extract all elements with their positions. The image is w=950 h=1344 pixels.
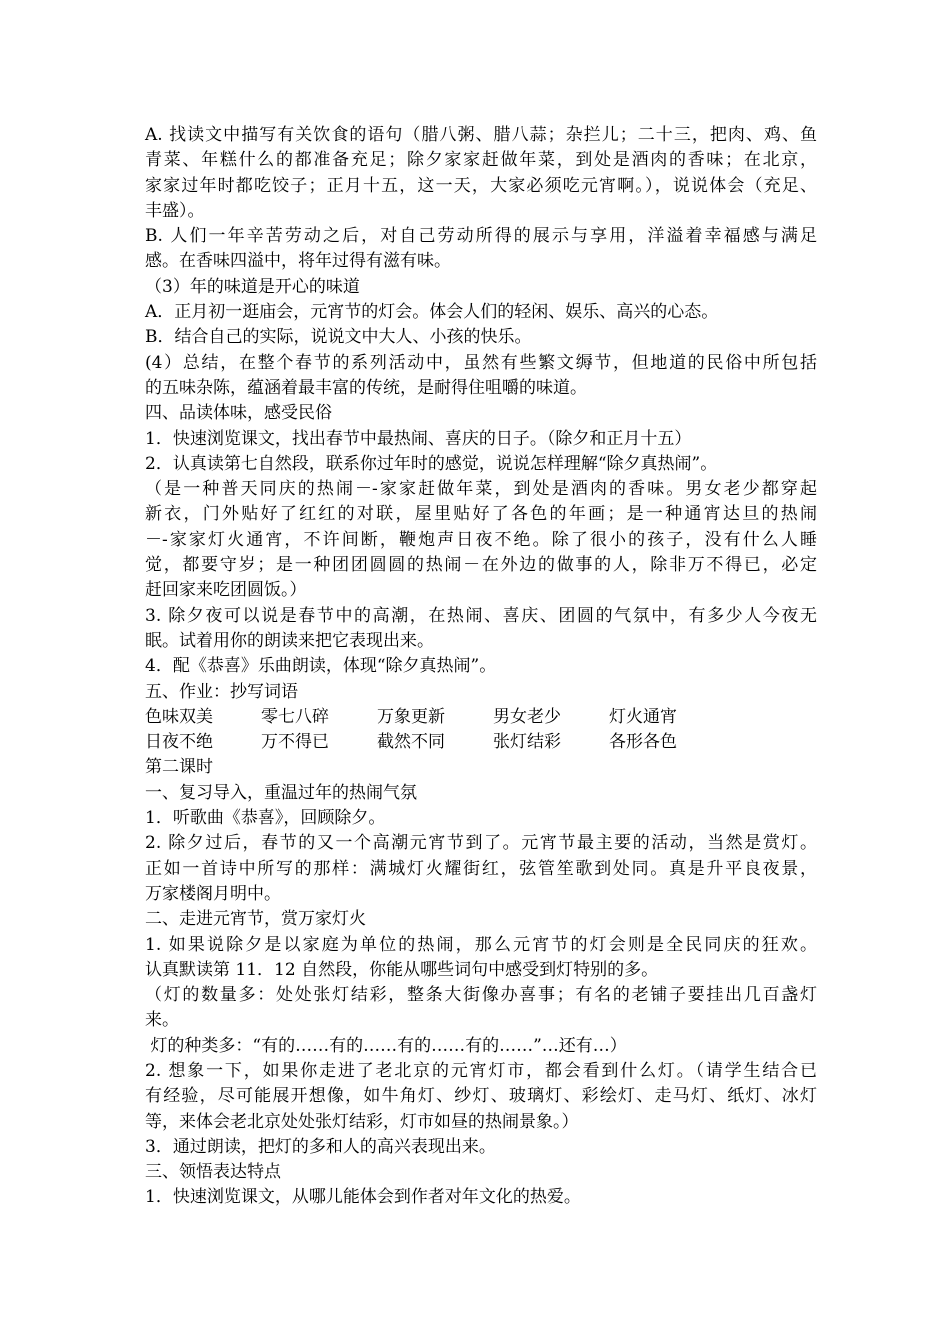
word-item: 万象更新 (377, 706, 445, 727)
text-line: A．正月初一逛庙会，元宵节的灯会。体会人们的轻闲、娱乐、高兴的心态。 (145, 302, 719, 323)
text-line: 感。在香味四溢中，将年过得有滋有味。 (145, 251, 451, 272)
text-line: 2．认真读第七自然段，联系你过年时的感觉，说说怎样理解“除夕真热闹”。 (145, 453, 718, 474)
text-line: 赶回家来吃团圆饭。） (145, 580, 307, 601)
text-line: 丰盛）。 (145, 200, 205, 221)
text-line: 来。 (145, 1010, 179, 1031)
text-line: （是一种普天同庆的热闹－-家家赶做年菜，到处是酒肉的香味。男女老少都穿起 (145, 479, 817, 500)
text-line: 家家过年时都吃饺子；正月十五，这一天，大家必须吃元宵啊。），说说体会（充足、 (145, 175, 817, 196)
word-item: 零七八碎 (261, 706, 329, 727)
text-line: 眠。试着用你的朗读来把它表现出来。 (145, 630, 434, 651)
section-heading: 五、作业：抄写词语 (145, 681, 298, 702)
text-line: B．结合自己的实际，说说文中大人、小孩的快乐。 (145, 327, 532, 348)
text-line: 觉，都要守岁；是一种团团圆圆的热闹－在外边的做事的人，除非万不得已，必定 (145, 555, 817, 576)
section-heading: 一、复习导入，重温过年的热闹气氛 (145, 782, 417, 803)
word-item: 男女老少 (493, 706, 561, 727)
word-item: 万不得已 (261, 732, 329, 753)
word-item: 各形各色 (609, 732, 677, 753)
text-line: 青菜、年糕什么的都准备充足；除夕家家赶做年菜，到处是酒肉的香味；在北京， (145, 150, 817, 171)
text-line: 4．配《恭喜》乐曲朗读，体现“除夕真热闹”。 (145, 656, 497, 677)
text-line: B. 人们一年辛苦劳动之后，对自己劳动所得的展示与享用，洋溢着幸福感与满足 (145, 226, 817, 247)
word-item: 截然不同 (377, 732, 445, 753)
word-item: 日夜不绝 (145, 732, 213, 753)
text-line: 的五味杂陈，蕴涵着最丰富的传统，是耐得住咀嚼的味道。 (145, 377, 587, 398)
word-list-row (145, 705, 817, 730)
text-line: 1．听歌曲《恭喜》，回顾除夕。 (145, 808, 386, 829)
text-line: 万家楼阁月明中。 (145, 883, 281, 904)
section-heading: 四、品读体味，感受民俗 (145, 403, 332, 424)
text-line: 3．通过朗读，把灯的多和人的高兴表现出来。 (145, 1136, 496, 1157)
word-item: 灯火通宵 (609, 706, 677, 727)
text-line: 新衣，门外贴好了红红的对联，屋里贴好了各色的年画；是一种通宵达旦的热闹 (145, 504, 817, 525)
text-line: 1．快速浏览课文，从哪儿能体会到作者对年文化的热爱。 (145, 1187, 581, 1208)
text-line: 有经验，尽可能展开想像，如牛角灯、纱灯、玻璃灯、彩绘灯、走马灯、纸灯、冰灯 (145, 1086, 817, 1107)
lesson-title: 第二课时 (145, 757, 213, 778)
text-line: （灯的数量多：处处张灯结彩，整条大街像办喜事；有名的老铺子要挂出几百盏灯 (145, 985, 817, 1006)
text-line: A. 找读文中描写有关饮食的语句（腊八粥、腊八蒜；杂拦儿；二十三，把肉、鸡、鱼 (145, 125, 817, 145)
word-item: 色味双美 (145, 706, 213, 727)
section-heading: 二、走进元宵节，赏万家灯火 (145, 909, 366, 930)
text-line: 认真默读第 11．12 自然段，你能从哪些词句中感受到灯特别的多。 (145, 959, 659, 980)
text-line: (4）总结，在整个春节的系列活动中，虽然有些繁文缛节，但地道的民俗中所包括 (145, 352, 817, 373)
word-item: 张灯结彩 (493, 732, 561, 753)
text-line: 灯的种类多：“有的……有的……有的……有的……”…还有…） (145, 1035, 627, 1056)
text-line: 2. 除夕过后，春节的又一个高潮元宵节到了。元宵节最主要的活动，当然是赏灯。 (145, 833, 817, 854)
text-line: －-家家灯火通宵，不许间断，鞭炮声日夜不绝。除了很小的孩子，没有什么人睡 (145, 529, 817, 550)
text-line: 1．快速浏览课文，找出春节中最热闹、喜庆的日子。（除夕和正月十五） (145, 428, 692, 449)
text-line: 正如一首诗中所写的那样：满城灯火耀街红，弦管笙歌到处同。真是升平良夜景， (145, 858, 817, 879)
section-heading: （3）年的味道是开心的味道 (145, 276, 360, 297)
document-page (145, 123, 817, 1211)
section-heading: 三、领悟表达特点 (145, 1162, 281, 1183)
text-line: 1. 如果说除夕是以家庭为单位的热闹，那么元宵节的灯会则是全民同庆的狂欢。 (145, 934, 817, 955)
word-list-row (145, 730, 817, 755)
text-line: 2. 想象一下，如果你走进了老北京的元宵灯市，都会看到什么灯。（请学生结合已 (145, 1060, 817, 1081)
text-line: 等，来体会老北京处处张灯结彩，灯市如昼的热闹景象。） (145, 1111, 579, 1132)
text-line: 3. 除夕夜可以说是春节中的高潮，在热闹、喜庆、团圆的气氛中，有多少人今夜无 (145, 605, 817, 626)
